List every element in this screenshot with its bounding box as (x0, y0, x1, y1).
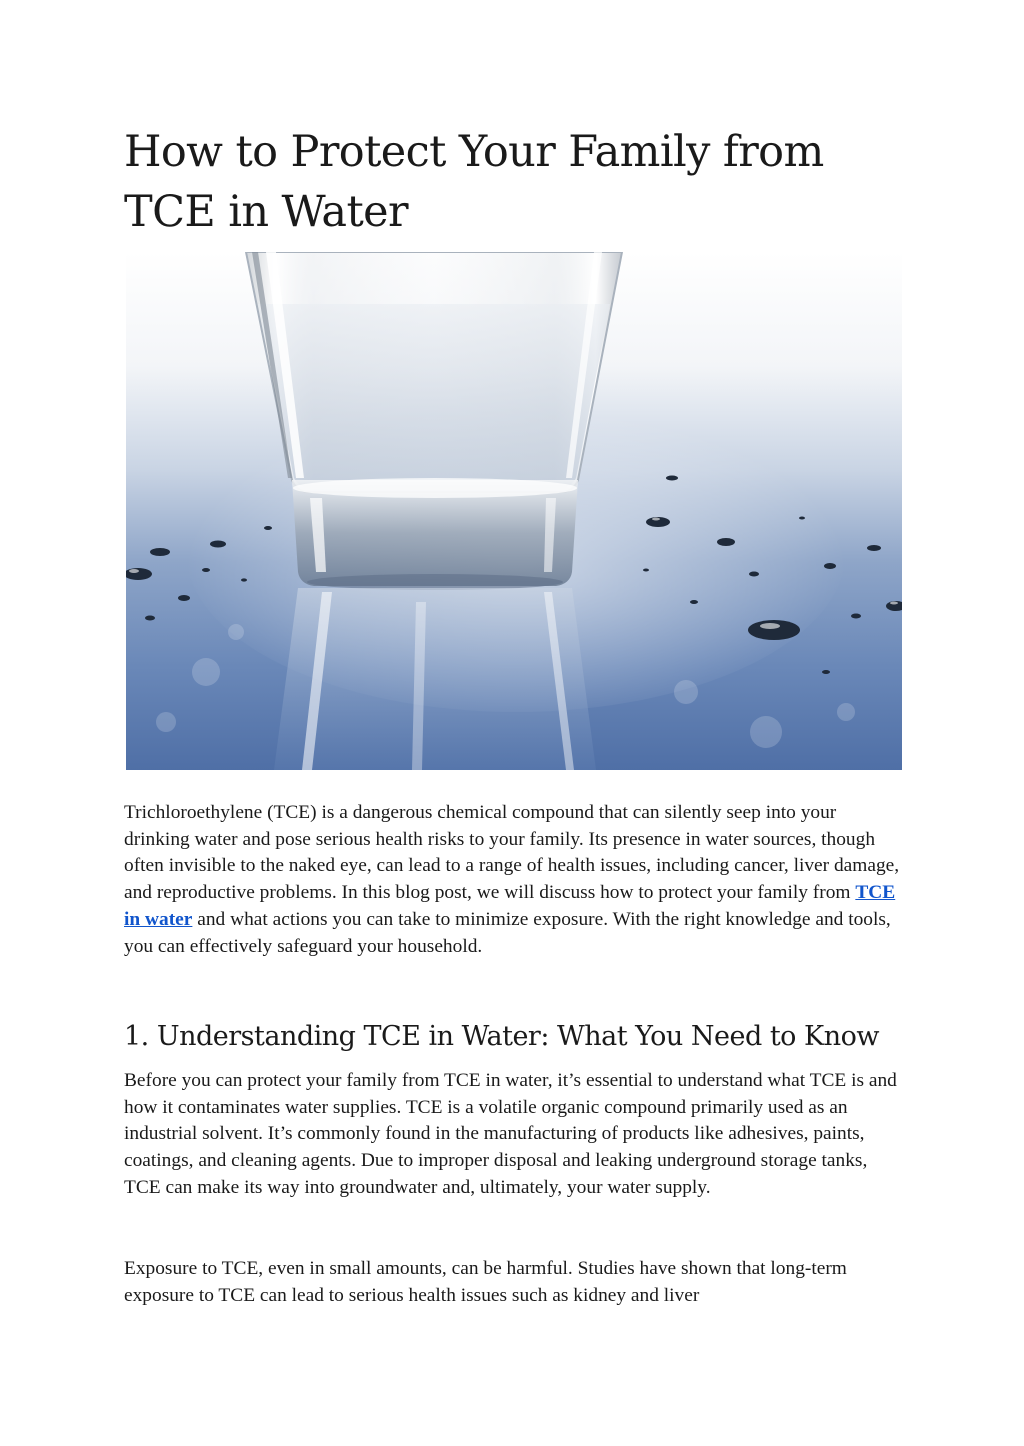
section-1-paragraph-2: Exposure to TCE, even in small amounts, can be harmful. Studies have shown that long-term exposure to TCE can lead to serious health issues such as kidney and liver (124, 1258, 847, 1306)
page-title (124, 122, 904, 242)
intro-text-before-link: Trichloroethylene (TCE) is a dangerous chemical compound that can silently seep into your drinking water and pose serious health risks to your family. Its presence in water sources, though often invisible to the naked eye, can lead to a range of health issues, including cancer, liver damage, and reproductive problems. In this blog post, we will discuss how to protect your family from (124, 802, 900, 904)
tce-in-water-link[interactable]: TCE in water (124, 882, 896, 930)
glass-of-water-photo (126, 252, 902, 770)
section-heading-1: 1. Understanding TCE in Water: What You Need to Know (124, 1021, 879, 1052)
page-title-line-1: How to Protect Your Family from (124, 127, 824, 177)
intro-paragraph (124, 800, 904, 960)
page-title-line-2: TCE in Water (124, 187, 408, 237)
section-1-paragraph-1: Before you can protect your family from TCE in water, it’s essential to understand what TCE is and how it contaminates water supplies. TCE is a volatile organic compound primarily used as an industrial solvent. It’s commonly found in the manufacturing of products like adhesives, paints, coatings, and cleaning agents. Due to improper disposal and leaking underground storage tanks, TCE can make its way into groundwater and, ultimately, your water supply. (124, 1070, 897, 1198)
intro-text-after-link: and what actions you can take to minimize exposure. With the right knowledge and tools, you can effectively safeguard your household. (124, 908, 891, 957)
